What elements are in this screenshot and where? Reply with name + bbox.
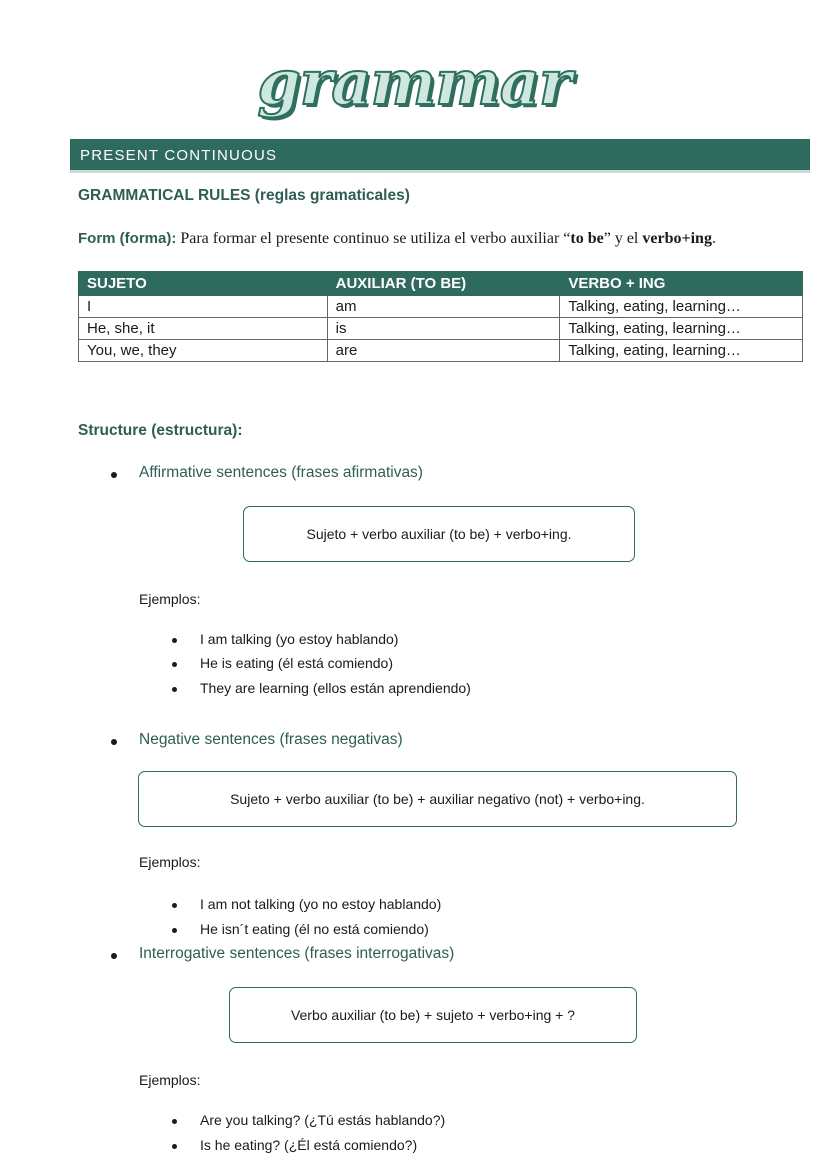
conjugation-table	[78, 271, 803, 362]
interrogative-title: Interrogative sentences (frases interrogativas)	[139, 945, 455, 962]
bullet-icon	[172, 903, 177, 908]
affirmative-title: Affirmative sentences (frases afirmativas)	[139, 464, 423, 481]
list-item: Are you talking? (¿Tú estás hablando?)	[200, 1112, 446, 1128]
negative-formula-box	[138, 771, 737, 827]
affirmative-examples-label: Ejemplos:	[139, 591, 201, 607]
header-auxiliar: AUXILIAR (TO BE)	[327, 272, 560, 296]
affirmative-formula-box	[243, 506, 635, 562]
header-verbo-ing: VERBO + ING	[560, 272, 803, 296]
negative-examples-label: Ejemplos:	[139, 854, 201, 870]
form-description	[78, 230, 716, 248]
table-cell: Talking, eating, learning…	[560, 340, 803, 362]
bullet-icon	[172, 1144, 177, 1149]
list-item: Is he eating? (¿Él está comiendo?)	[200, 1137, 418, 1153]
rules-heading: GRAMMATICAL RULES (reglas gramaticales)	[78, 187, 410, 204]
table-cell: He, she, it	[79, 318, 328, 340]
list-item: He is eating (él está comiendo)	[200, 655, 393, 671]
table-row	[79, 318, 803, 340]
bullet-icon	[172, 1119, 177, 1124]
form-text-after: .	[711, 230, 716, 247]
section-title-bar	[70, 139, 810, 173]
table-row	[79, 296, 803, 318]
table-row	[79, 340, 803, 362]
list-item: I am talking (yo estoy hablando)	[200, 631, 399, 647]
list-item: I am not talking (yo no estoy hablando)	[200, 896, 442, 912]
bullet-icon	[111, 953, 117, 959]
table-header-row	[79, 272, 803, 296]
form-bold-to-be: to be	[570, 230, 604, 247]
bullet-icon	[172, 662, 177, 667]
form-label: Form (forma):	[78, 230, 177, 247]
section-title: PRESENT CONTINUOUS	[80, 147, 278, 164]
bullet-icon	[111, 472, 117, 478]
interrogative-formula: Verbo auxiliar (to be) + sujeto + verbo+ing + ?	[290, 1007, 576, 1023]
grammar-logo: grammar	[257, 46, 571, 119]
bullet-icon	[172, 928, 177, 933]
structure-heading: Structure (estructura):	[78, 422, 243, 439]
table-cell: Talking, eating, learning…	[560, 318, 803, 340]
table-cell: Talking, eating, learning…	[560, 296, 803, 318]
table-cell: I	[79, 296, 328, 318]
bullet-icon	[172, 687, 177, 692]
affirmative-formula: Sujeto + verbo auxiliar (to be) + verbo+ing.	[306, 526, 572, 542]
list-item: He isn´t eating (él no está comiendo)	[200, 921, 429, 937]
bullet-icon	[172, 638, 177, 643]
table-cell: are	[327, 340, 560, 362]
form-text-middle: ” y el	[603, 230, 643, 247]
form-bold-verbo-ing: verbo+ing	[642, 230, 712, 247]
negative-formula: Sujeto + verbo auxiliar (to be) + auxiliar negativo (not) + verbo+ing.	[230, 791, 645, 807]
table-cell: am	[327, 296, 560, 318]
interrogative-examples-label: Ejemplos:	[139, 1072, 201, 1088]
header-sujeto: SUJETO	[79, 272, 328, 296]
table-cell: You, we, they	[79, 340, 328, 362]
table-cell: is	[327, 318, 560, 340]
bullet-icon	[111, 739, 117, 745]
list-item: They are learning (ellos están aprendiendo)	[200, 680, 471, 696]
interrogative-formula-box	[229, 987, 637, 1043]
negative-title: Negative sentences (frases negativas)	[139, 731, 403, 748]
form-text-before: Para formar el presente continuo se utiliza el verbo auxiliar “	[176, 230, 571, 247]
